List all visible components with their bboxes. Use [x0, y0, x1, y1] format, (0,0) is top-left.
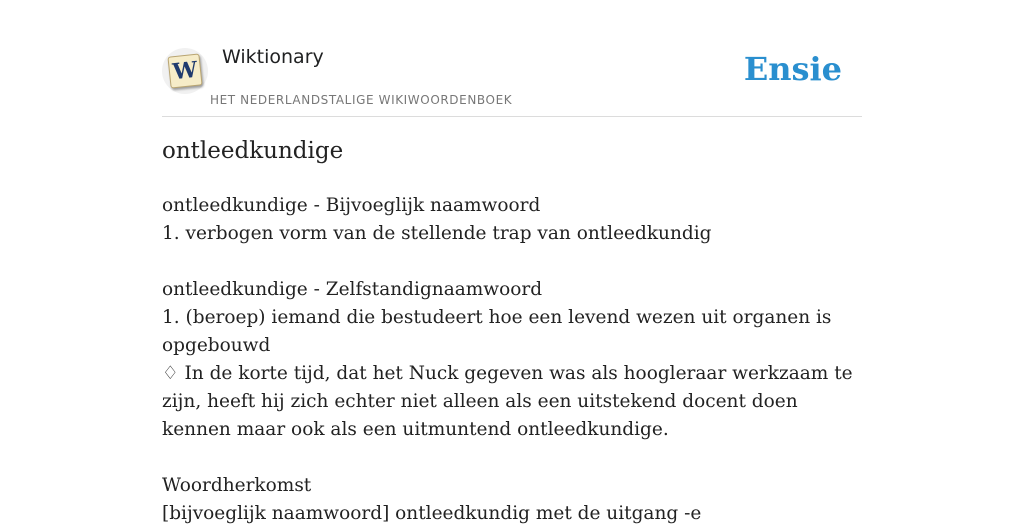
etymology-text: [bijvoeglijk naamwoord] ontleedkundig met de uitgang -e — [162, 503, 702, 524]
ensie-brand-link[interactable]: Ensie — [743, 50, 842, 88]
noun-heading: ontleedkundige - Zelfstandignaamwoord — [162, 279, 543, 300]
adjective-heading: ontleedkundige - Bijvoeglijk naamwoord — [162, 195, 541, 216]
site-name[interactable]: Wiktionary — [222, 46, 324, 68]
noun-definition: 1. (beroep) iemand die bestudeert hoe een levend wezen uit organen is opgebouwd — [162, 307, 832, 356]
site-header — [162, 40, 862, 117]
wiktionary-logo-icon: W — [167, 53, 202, 88]
page-title: ontleedkundige — [162, 138, 344, 164]
wiktionary-logo[interactable] — [162, 48, 208, 94]
site-subtitle: HET NEDERLANDSTALIGE WIKIWOORDENBOEK — [210, 93, 513, 107]
entry-content — [162, 192, 862, 528]
noun-example: ♢ In de korte tijd, dat het Nuck gegeven was als hoogleraar werkzaam te zijn, heeft hij zich echter niet alleen als een uitstekend docent doen kennen maar ook als een uitmuntend ontleedkundige. — [162, 363, 853, 440]
spacer — [162, 248, 862, 276]
spacer — [162, 444, 862, 472]
etymology-heading: Woordherkomst — [162, 475, 312, 496]
adjective-definition: 1. verbogen vorm van de stellende trap van ontleedkundig — [162, 223, 712, 244]
